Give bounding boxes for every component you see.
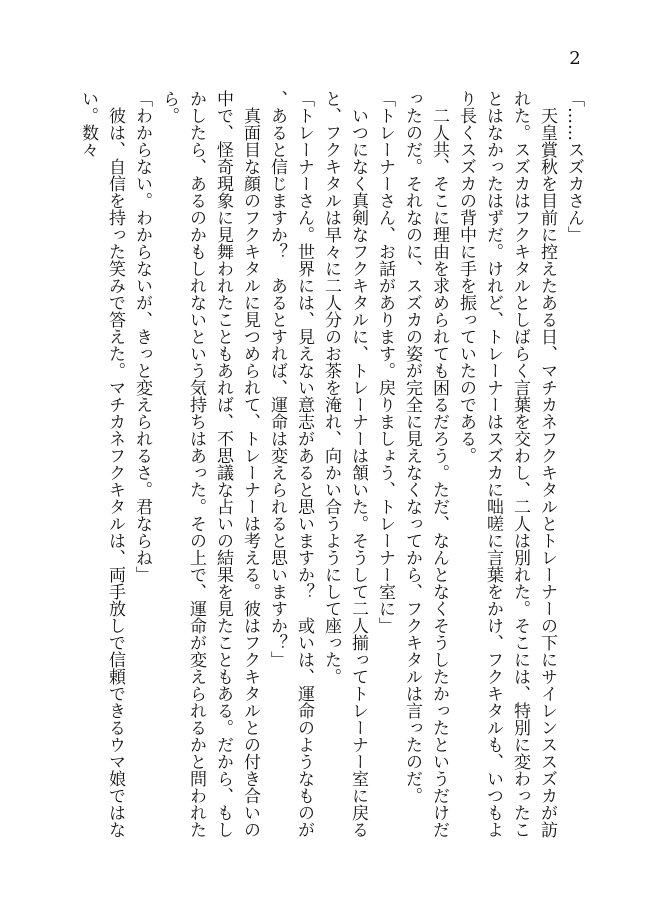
paragraph: 彼は、自信を持った笑みで答えた。マチカネフクキタルは、両手放しで信頼できるウマ娘ではない。数々: [78, 90, 125, 838]
text-block: [74, 90, 584, 850]
paragraph: いつになく真剣なフクキタルに、トレーナーは頷いた。そうして二人揃ってトレーナー室に戻ると、フクキタルは早々に二人分のお茶を淹れ、向かい合うようにして座った。: [321, 90, 368, 838]
paragraph: 真面目な顔のフクキタルに見つめられて、トレーナーは考える。彼はフクキタルとの付き合いの中で、怪奇現象に見舞われたこともあれば、不思議な占いの結果を見たこともある。だから、もしかしたら、あるのかもしれないという気持ちはあった。その上で、運命が変えられるかと問われたら。: [159, 90, 260, 838]
paragraph: 「わからない。わからないが、きっと変えられるさ。君ならね」: [132, 90, 152, 583]
page-number: 2: [569, 48, 581, 69]
paragraph: 「トレーナーさん。世界には、見えない意志があると思いますか？ 或いは、運命のようなものが、あると信じますか？ あるとすれば、運命は変えられると思いますか？」: [267, 90, 314, 838]
paragraph: 「……スズカさん」: [564, 90, 584, 243]
paragraph: 天皇賞秋を目前に控えたある日、マチカネフクキタルとトレーナーの下にサイレンススズカが訪れた。スズカはフクキタルとしばらく言葉を交わし、二人は別れた。そこには、特別に変わったことはなかったはずだ。けれど、トレーナーはスズカに咄嗟に言葉をかけ、フクキタルも、いつもより長くスズカの背中に手を振っていたのである。: [456, 90, 557, 838]
paragraph: 二人共、そこに理由を求められても困るだろう。ただ、なんとなくそうしたかったというだけだったのだ。それなのに、スズカの姿が完全に見えなくなってから、フクキタルは言ったのだ。: [402, 90, 449, 838]
paragraph: 「トレーナーさん、お話があります。戻りましょう、トレーナー室に」: [375, 90, 395, 634]
vertical-text-flow: [74, 90, 587, 850]
